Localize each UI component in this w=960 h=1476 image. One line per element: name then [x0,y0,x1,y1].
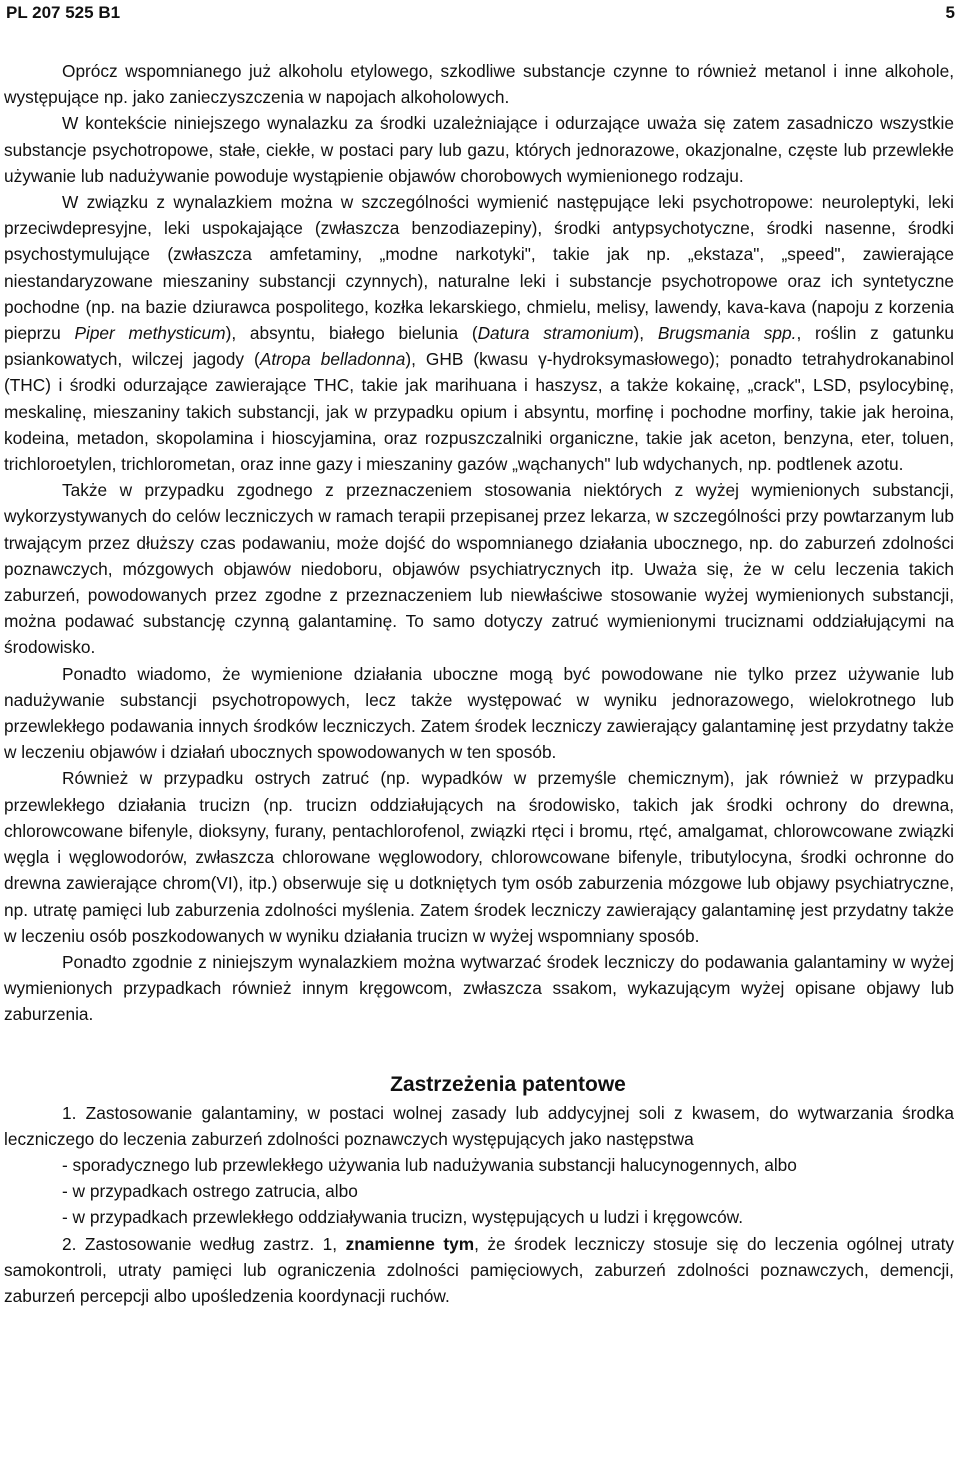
document-body [4,58,954,1309]
claim-2 [4,1231,954,1310]
paragraph-alcohols: Oprócz wspomnianego już alkoholu etylowego, szkodliwe substancje czynne to również metanol i inne alkohole, występujące np. jako zanieczyszczenia w napojach alkoholowych. [4,61,954,108]
paragraph-side-effects: Ponadto wiadomo, że wymienione działania uboczne mogą być powodowane nie tylko przez używanie lub nadużywanie substancji psychotropowych, lecz także występować w wyniku jednorazowego, wielokrotnego lub przewlekłego podawania innych środków leczniczych. Zatem środek leczniczy zawierający galantaminę jest przydatny także w leczeniu objawów i działań ubocznych spowodowanych w ten sposób. [4,663,954,763]
claim-2-characterized: znamienne tym [345,1233,475,1254]
latin-name: Brugsmania spp. [657,323,797,344]
paragraph-psychotropic-list [4,189,954,477]
text-segment: W związku z wynalazkiem można w szczególności wymienić następujące leki psychotropowe: neuroleptyki, leki przeciwdepresyjne, leki uspokajające (zwłaszcza benzodiazepiny), środki antypsychotyczne, środki nasenne, środki psychostymulujące (zwłaszcza amfetaminy, „modne narkotyki", takie jak np. „ekstaza", „speed", zawierające niestandaryzowane mieszaniny substancji czynnych), naturalne leki i substancje psychotropowe oraz ich syntetyczne pochodne (np. na bazie dziurawca pospolitego, kozłka lekarskiego, chmielu, melisy, lawendy, kava-kava (napoju z korzenia pieprzu [4,192,954,344]
claims-section [4,1070,954,1310]
paragraph-vertebrates: Ponadto zgodnie z niniejszym wynalazkiem można wytwarzać środek leczniczy do podawania galantaminy w wyżej wymienionych przypadkach również innym kręgowcom, zwłaszcza ssakom, wykazującym wyżej opisane objawy lub zaburzenia. [4,951,954,1025]
claim-2-end: , że środek leczniczy stosuje się do leczenia ogólnej utraty samokontroli, utraty pamięci lub ograniczenia zdolności pamięciowych, zaburzeń zdolności poznawczych, demencji, zaburzeń percepcji albo upośledzenia koordynacji ruchów. [4,1233,955,1306]
paragraph-context: W kontekście niniejszego wynalazku za środki uzależniające i odurzające uważa się zatem zasadniczo wszystkie substancje psychotropowe, stałe, ciekłe, w postaci pary lub gazu, których jednorazowe, okazjonalne, częste lub przewlekłe używanie lub nadużywanie powoduje wystąpienie objawów chorobowych wymienionego rodzaju. [4,113,954,186]
publication-number: PL 207 525 B1 [6,3,121,22]
text-segment: ), absyntu, białego bielunia ( [225,323,478,344]
claim-1: 1. Zastosowanie galantaminy, w postaci wolnej zasady lub addycyjnej soli z kwasem, do wytwarzania środka leczniczego do leczenia zaburzeń zdolności poznawczych występujących jako następstwa [4,1102,954,1149]
text-segment: , roślin z gatunku psiankowatych, wilczej jagody ( [4,323,955,370]
latin-name: Datura stramonium [477,323,634,344]
section-spacer [4,1028,954,1070]
paragraph-poisoning: Również w przypadku ostrych zatruć (np. wypadków w przemyśle chemicznym), jak również w przypadku przewlekłego działania trucizn (np. trucizn oddziałujących na środowisko, takich jak środki ochrony do drewna, chlorowcowane bifenyle, dioksyny, furany, pentachlorofenol, związki rtęci i bromu, rtęć, amalgamat, chlorowcowane związki węgla i węglowodorów, zwłaszcza chlorowane węglowodory, chlorowcowane bifenyle, tributylocyna, środki ochronne do drewna zawierające chrom(VI), itp.) obserwuje się u dotkniętych tym osób zaburzenia mózgowe lub objawy psychiatryczne, np. utratę pamięci lub zaburzenia zdolności myślenia. Zatem środek leczniczy zawierający galantaminę jest przydatny także w leczeniu osób poszkodowanych w wyniku działania trucizn w wyżej wspomniany sposób. [4,768,954,946]
claim-1-item: - sporadycznego lub przewlekłego używania lub nadużywania substancji halucynogennych, albo [62,1154,797,1175]
claim-1-item: - w przypadkach przewlekłego oddziaływania trucizn, występujących u ludzi i kręgowców. [62,1207,744,1228]
paragraph-therapeutic-use: Także w przypadku zgodnego z przeznaczeniem stosowania niektórych z wyżej wymienionych substancji, wykorzystywanych do celów leczniczych w ramach terapii przepisanej przez lekarza, w szczególności przy powtarzanym lub trwającym przez dłuższy czas podawaniu, może dojść do wspomnianego działania ubocznego, np. do zaburzeń zdolności poznawczych, mózgowych objawów niedoboru, objawów psychiatrycznych itp. Uważa się, że w celu leczenia takich zaburzeń, powodowanych przez zgodne z przeznaczeniem lub niewłaściwe stosowanie wyżej wymienionych substancji, można podawać substancję czynną galantaminę. To samo dotyczy zatruć wymienionymi truciznami oddziałującymi na środowisko. [4,480,954,658]
latin-name: Piper methysticum [74,323,226,344]
text-segment: ), GHB (kwasu γ-hydroksymasłowego); ponadto tetrahydrokanabinol (THC) i środki odurzające zawierające THC, takie jak marihuana i haszysz, a także kokainę, „crack", LSD, psylocybinę, meskalinę, mieszaniny takich substancji, jak w przypadku opium i absyntu, morfinę i pochodne morfiny, takie jak heroina, kodeina, metadon, skopolamina i hioscyjamina, oraz rozpuszczalniki organiczne, takie jak aceton, benzyna, eter, toluen, trichloroetylen, trichlorometan, oraz inne gazy i mieszaniny gazów „wąchanych" lub wdychanych, np. podtlenek azotu. [4,349,954,475]
claim-1-item: - w przypadkach ostrego zatrucia, albo [62,1181,358,1202]
claim-2-start: 2. Zastosowanie według zastrz. 1, [62,1233,346,1254]
latin-name: Atropa belladonna [259,349,406,370]
claims-title: Zastrzeżenia patentowe [390,1072,626,1096]
page-number: 5 [945,3,955,22]
text-segment: ), [633,323,658,344]
page-header [0,0,960,30]
